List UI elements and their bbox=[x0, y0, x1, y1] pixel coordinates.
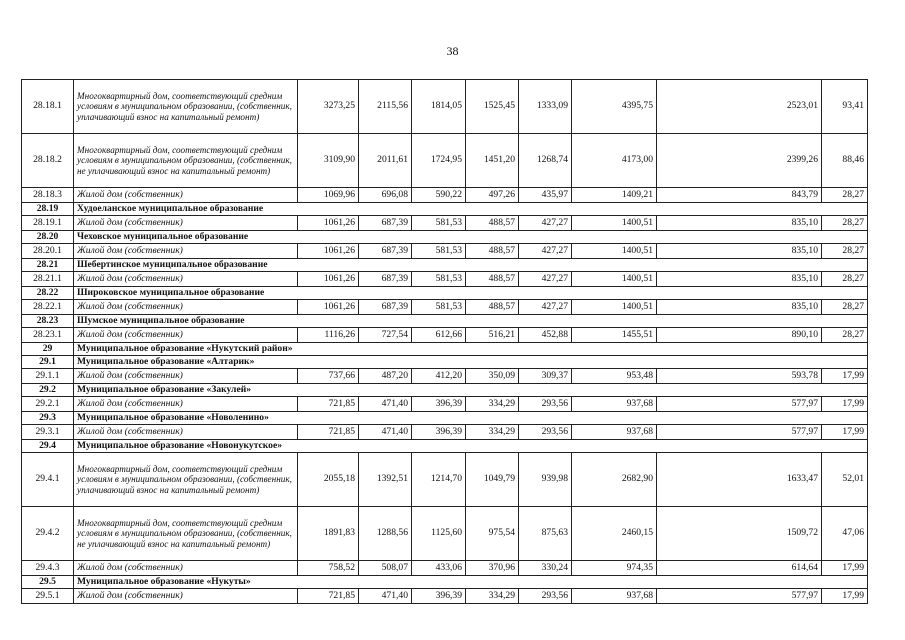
value-cell: 28,27 bbox=[822, 328, 868, 343]
value-cell: 1891,83 bbox=[298, 507, 359, 561]
value-cell: 1049,79 bbox=[466, 453, 519, 507]
section-title: Муниципальное образование «Закулей» bbox=[74, 384, 868, 397]
value-cell: 1268,74 bbox=[519, 134, 572, 188]
value-cell: 974,35 bbox=[572, 561, 657, 576]
row-description: Жилой дом (собственник) bbox=[74, 300, 298, 315]
section-code: 28.21 bbox=[22, 259, 74, 272]
value-cell: 17,99 bbox=[822, 589, 868, 604]
value-cell: 2011,61 bbox=[359, 134, 412, 188]
value-cell: 2399,26 bbox=[657, 134, 822, 188]
row-code: 29.5.1 bbox=[22, 589, 74, 604]
section-row bbox=[22, 356, 868, 369]
value-cell: 508,07 bbox=[359, 561, 412, 576]
value-cell: 488,57 bbox=[466, 244, 519, 259]
value-cell: 488,57 bbox=[466, 300, 519, 315]
value-cell: 1125,60 bbox=[412, 507, 466, 561]
value-cell: 1061,26 bbox=[298, 244, 359, 259]
value-cell: 17,99 bbox=[822, 369, 868, 384]
value-cell: 843,79 bbox=[657, 188, 822, 203]
row-description: Жилой дом (собственник) bbox=[74, 216, 298, 231]
section-code: 29.2 bbox=[22, 384, 74, 397]
section-row bbox=[22, 412, 868, 425]
table-row bbox=[22, 134, 868, 188]
row-description: Жилой дом (собственник) bbox=[74, 425, 298, 440]
section-row bbox=[22, 287, 868, 300]
value-cell: 1400,51 bbox=[572, 216, 657, 231]
value-cell: 427,27 bbox=[519, 272, 572, 287]
value-cell: 433,06 bbox=[412, 561, 466, 576]
row-code: 28.21.1 bbox=[22, 272, 74, 287]
value-cell: 835,10 bbox=[657, 272, 822, 287]
section-code: 29.3 bbox=[22, 412, 74, 425]
table-row bbox=[22, 425, 868, 440]
section-code: 28.22 bbox=[22, 287, 74, 300]
value-cell: 4173,00 bbox=[572, 134, 657, 188]
table-row bbox=[22, 328, 868, 343]
value-cell: 1451,20 bbox=[466, 134, 519, 188]
value-cell: 471,40 bbox=[359, 397, 412, 412]
row-description: Жилой дом (собственник) bbox=[74, 589, 298, 604]
value-cell: 1116,26 bbox=[298, 328, 359, 343]
value-cell: 1525,45 bbox=[466, 80, 519, 134]
value-cell: 350,09 bbox=[466, 369, 519, 384]
value-cell: 28,27 bbox=[822, 244, 868, 259]
row-description: Многоквартирный дом, соответствующий средним условиям в муниципальном образовании, (собственник, не уплачивающий взнос на капитальный ремонт) bbox=[74, 507, 298, 561]
value-cell: 687,39 bbox=[359, 272, 412, 287]
value-cell: 88,46 bbox=[822, 134, 868, 188]
section-row bbox=[22, 259, 868, 272]
value-cell: 727,54 bbox=[359, 328, 412, 343]
value-cell: 696,08 bbox=[359, 188, 412, 203]
row-code: 28.19.1 bbox=[22, 216, 74, 231]
section-row bbox=[22, 231, 868, 244]
value-cell: 581,53 bbox=[412, 300, 466, 315]
value-cell: 334,29 bbox=[466, 425, 519, 440]
table-row bbox=[22, 80, 868, 134]
value-cell: 687,39 bbox=[359, 244, 412, 259]
value-cell: 334,29 bbox=[466, 397, 519, 412]
section-title: Муниципальное образование «Нукутский район» bbox=[74, 343, 868, 356]
section-code: 29.5 bbox=[22, 576, 74, 589]
row-description: Многоквартирный дом, соответствующий средним условиям в муниципальном образовании, (собственник, уплачивающий взнос на капитальный ремонт) bbox=[74, 453, 298, 507]
value-cell: 1400,51 bbox=[572, 244, 657, 259]
table-row bbox=[22, 188, 868, 203]
value-cell: 1061,26 bbox=[298, 272, 359, 287]
section-row bbox=[22, 343, 868, 356]
section-row bbox=[22, 440, 868, 453]
value-cell: 1814,05 bbox=[412, 80, 466, 134]
value-cell: 1509,72 bbox=[657, 507, 822, 561]
value-cell: 687,39 bbox=[359, 300, 412, 315]
value-cell: 3273,25 bbox=[298, 80, 359, 134]
value-cell: 28,27 bbox=[822, 272, 868, 287]
value-cell: 1633,47 bbox=[657, 453, 822, 507]
value-cell: 835,10 bbox=[657, 244, 822, 259]
section-code: 28.20 bbox=[22, 231, 74, 244]
table-row bbox=[22, 507, 868, 561]
value-cell: 581,53 bbox=[412, 244, 466, 259]
value-cell: 370,96 bbox=[466, 561, 519, 576]
value-cell: 581,53 bbox=[412, 216, 466, 231]
row-code: 29.4.3 bbox=[22, 561, 74, 576]
value-cell: 614,64 bbox=[657, 561, 822, 576]
table-body bbox=[22, 80, 868, 604]
value-cell: 427,27 bbox=[519, 244, 572, 259]
value-cell: 577,97 bbox=[657, 589, 822, 604]
value-cell: 721,85 bbox=[298, 397, 359, 412]
row-description: Жилой дом (собственник) bbox=[74, 328, 298, 343]
section-title: Шумское муниципальное образование bbox=[74, 315, 868, 328]
value-cell: 309,37 bbox=[519, 369, 572, 384]
value-cell: 396,39 bbox=[412, 425, 466, 440]
value-cell: 953,48 bbox=[572, 369, 657, 384]
value-cell: 1724,95 bbox=[412, 134, 466, 188]
value-cell: 435,97 bbox=[519, 188, 572, 203]
value-cell: 581,53 bbox=[412, 272, 466, 287]
row-description: Жилой дом (собственник) bbox=[74, 272, 298, 287]
value-cell: 835,10 bbox=[657, 216, 822, 231]
table-row bbox=[22, 397, 868, 412]
table-row bbox=[22, 244, 868, 259]
section-title: Муниципальное образование «Нукуты» bbox=[74, 576, 868, 589]
value-cell: 2115,56 bbox=[359, 80, 412, 134]
value-cell: 577,97 bbox=[657, 397, 822, 412]
table-row bbox=[22, 216, 868, 231]
row-code: 29.4.1 bbox=[22, 453, 74, 507]
value-cell: 427,27 bbox=[519, 300, 572, 315]
row-description: Жилой дом (собственник) bbox=[74, 369, 298, 384]
value-cell: 937,68 bbox=[572, 397, 657, 412]
value-cell: 452,88 bbox=[519, 328, 572, 343]
value-cell: 835,10 bbox=[657, 300, 822, 315]
value-cell: 17,99 bbox=[822, 561, 868, 576]
section-title: Шебертинское муниципальное образование bbox=[74, 259, 868, 272]
value-cell: 412,20 bbox=[412, 369, 466, 384]
value-cell: 939,98 bbox=[519, 453, 572, 507]
value-cell: 28,27 bbox=[822, 300, 868, 315]
value-cell: 28,27 bbox=[822, 216, 868, 231]
value-cell: 396,39 bbox=[412, 589, 466, 604]
table-row bbox=[22, 369, 868, 384]
value-cell: 1069,96 bbox=[298, 188, 359, 203]
value-cell: 1061,26 bbox=[298, 300, 359, 315]
value-cell: 1288,56 bbox=[359, 507, 412, 561]
table-row bbox=[22, 300, 868, 315]
row-code: 28.18.3 bbox=[22, 188, 74, 203]
value-cell: 488,57 bbox=[466, 216, 519, 231]
row-description: Многоквартирный дом, соответствующий средним условиям в муниципальном образовании, (собственник, уплачивающий взнос на капитальный ремонт) bbox=[74, 80, 298, 134]
value-cell: 1400,51 bbox=[572, 300, 657, 315]
table-row bbox=[22, 272, 868, 287]
value-cell: 1333,09 bbox=[519, 80, 572, 134]
section-title: Худоеланское муниципальное образование bbox=[74, 203, 868, 216]
row-description: Жилой дом (собственник) bbox=[74, 561, 298, 576]
value-cell: 737,66 bbox=[298, 369, 359, 384]
page-number: 38 bbox=[446, 44, 459, 58]
row-code: 29.4.2 bbox=[22, 507, 74, 561]
row-description: Жилой дом (собственник) bbox=[74, 397, 298, 412]
value-cell: 2682,90 bbox=[572, 453, 657, 507]
value-cell: 1409,21 bbox=[572, 188, 657, 203]
value-cell: 17,99 bbox=[822, 425, 868, 440]
value-cell: 721,85 bbox=[298, 425, 359, 440]
value-cell: 1214,70 bbox=[412, 453, 466, 507]
value-cell: 471,40 bbox=[359, 425, 412, 440]
value-cell: 1061,26 bbox=[298, 216, 359, 231]
value-cell: 4395,75 bbox=[572, 80, 657, 134]
row-code: 28.18.2 bbox=[22, 134, 74, 188]
value-cell: 427,27 bbox=[519, 216, 572, 231]
section-title: Муниципальное образование «Алтарик» bbox=[74, 356, 868, 369]
row-code: 29.1.1 bbox=[22, 369, 74, 384]
value-cell: 488,57 bbox=[466, 272, 519, 287]
value-cell: 890,10 bbox=[657, 328, 822, 343]
row-code: 28.22.1 bbox=[22, 300, 74, 315]
value-cell: 330,24 bbox=[519, 561, 572, 576]
value-cell: 687,39 bbox=[359, 216, 412, 231]
row-description: Многоквартирный дом, соответствующий средним условиям в муниципальном образовании, (собственник, не уплачивающий взнос на капитальный ремонт) bbox=[74, 134, 298, 188]
value-cell: 1392,51 bbox=[359, 453, 412, 507]
table-row bbox=[22, 589, 868, 604]
value-cell: 2460,15 bbox=[572, 507, 657, 561]
value-cell: 2055,18 bbox=[298, 453, 359, 507]
value-cell: 1400,51 bbox=[572, 272, 657, 287]
table-row bbox=[22, 453, 868, 507]
value-cell: 577,97 bbox=[657, 425, 822, 440]
value-cell: 487,20 bbox=[359, 369, 412, 384]
row-description: Жилой дом (собственник) bbox=[74, 244, 298, 259]
section-row bbox=[22, 384, 868, 397]
value-cell: 875,63 bbox=[519, 507, 572, 561]
value-cell: 758,52 bbox=[298, 561, 359, 576]
value-cell: 293,56 bbox=[519, 397, 572, 412]
row-description: Жилой дом (собственник) bbox=[74, 188, 298, 203]
value-cell: 721,85 bbox=[298, 589, 359, 604]
value-cell: 93,41 bbox=[822, 80, 868, 134]
section-row bbox=[22, 315, 868, 328]
section-title: Муниципальное образование «Новонукутское» bbox=[74, 440, 868, 453]
value-cell: 396,39 bbox=[412, 397, 466, 412]
value-cell: 516,21 bbox=[466, 328, 519, 343]
value-cell: 47,06 bbox=[822, 507, 868, 561]
table-row bbox=[22, 561, 868, 576]
section-title: Широковское муниципальное образование bbox=[74, 287, 868, 300]
value-cell: 937,68 bbox=[572, 425, 657, 440]
value-cell: 293,56 bbox=[519, 425, 572, 440]
value-cell: 612,66 bbox=[412, 328, 466, 343]
section-row bbox=[22, 576, 868, 589]
value-cell: 334,29 bbox=[466, 589, 519, 604]
value-cell: 2523,01 bbox=[657, 80, 822, 134]
section-title: Муниципальное образование «Новоленино» bbox=[74, 412, 868, 425]
section-code: 29 bbox=[22, 343, 74, 356]
section-row bbox=[22, 203, 868, 216]
row-code: 28.23.1 bbox=[22, 328, 74, 343]
value-cell: 28,27 bbox=[822, 188, 868, 203]
row-code: 28.20.1 bbox=[22, 244, 74, 259]
value-cell: 52,01 bbox=[822, 453, 868, 507]
value-cell: 593,78 bbox=[657, 369, 822, 384]
value-cell: 937,68 bbox=[572, 589, 657, 604]
row-code: 28.18.1 bbox=[22, 80, 74, 134]
value-cell: 497,26 bbox=[466, 188, 519, 203]
value-cell: 590,22 bbox=[412, 188, 466, 203]
section-code: 29.4 bbox=[22, 440, 74, 453]
row-code: 29.2.1 bbox=[22, 397, 74, 412]
value-cell: 1455,51 bbox=[572, 328, 657, 343]
tariff-table bbox=[21, 79, 868, 604]
value-cell: 975,54 bbox=[466, 507, 519, 561]
value-cell: 3109,90 bbox=[298, 134, 359, 188]
section-code: 28.23 bbox=[22, 315, 74, 328]
section-code: 29.1 bbox=[22, 356, 74, 369]
value-cell: 471,40 bbox=[359, 589, 412, 604]
value-cell: 17,99 bbox=[822, 397, 868, 412]
value-cell: 293,56 bbox=[519, 589, 572, 604]
section-code: 28.19 bbox=[22, 203, 74, 216]
section-title: Чеховское муниципальное образование bbox=[74, 231, 868, 244]
row-code: 29.3.1 bbox=[22, 425, 74, 440]
